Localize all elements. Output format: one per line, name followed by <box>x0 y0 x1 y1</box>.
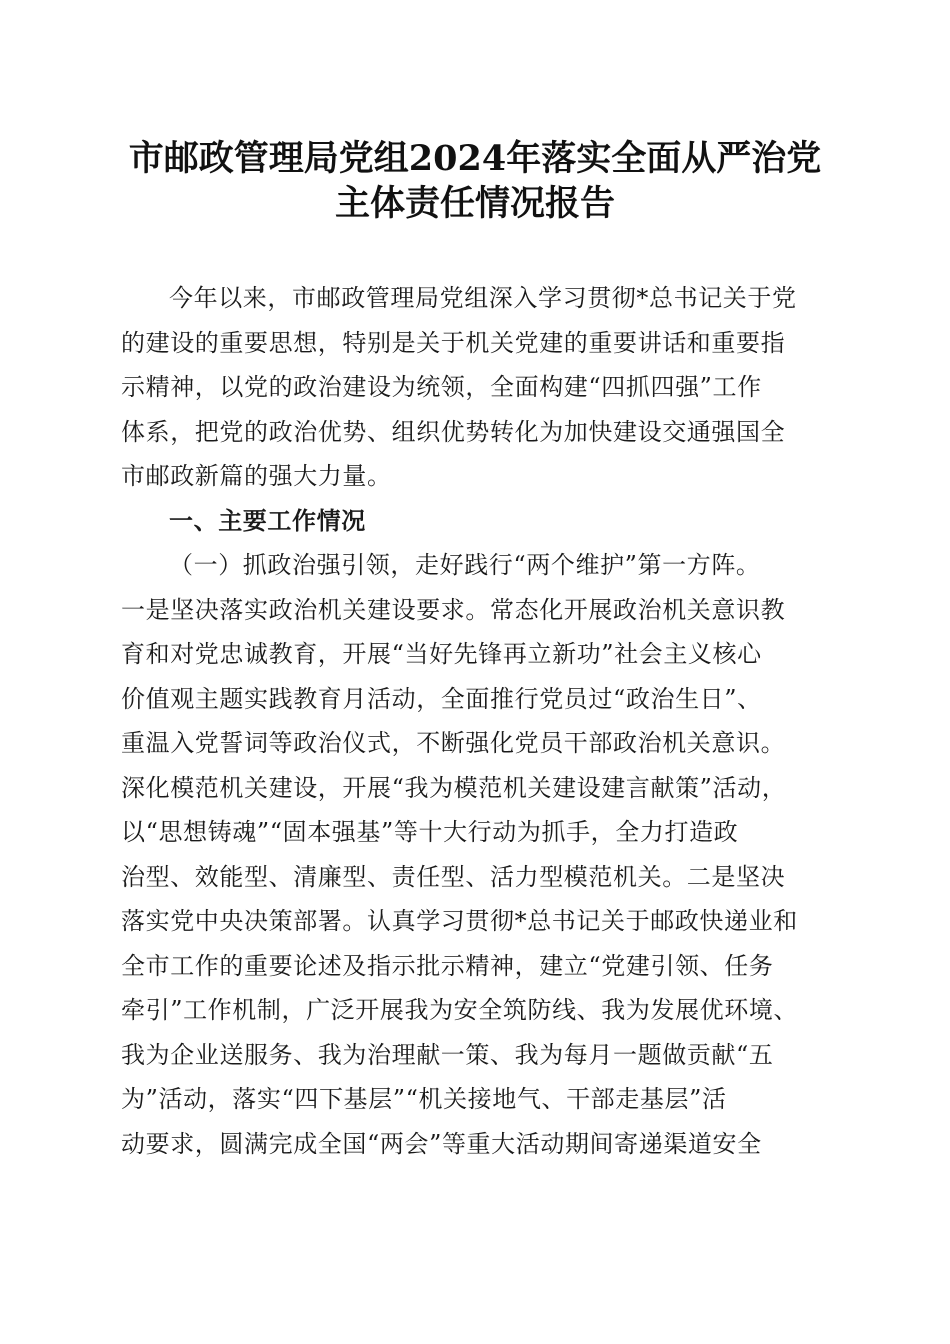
body-line: 深化模范机关建设，开展“我为模范机关建设建言献策”活动， <box>121 773 787 802</box>
document-body <box>121 276 831 1166</box>
intro-paragraph-line: 的建设的重要思想，特别是关于机关党建的重要讲话和重要指 <box>121 328 786 357</box>
body-line: 育和对党忠诚教育，开展“当好先锋再立新功”社会主义核心 <box>121 640 762 668</box>
body-line: 为”活动，落实“四下基层”“机关接地气、干部走基层”活 <box>121 1085 727 1113</box>
title-line-1: 市邮政管理局党组2024年落实全面从严治党 <box>128 138 822 179</box>
body-line: 重温入党誓词等政治仪式，不断强化党员干部政治机关意识。 <box>121 729 786 757</box>
intro-paragraph-line: 今年以来，市邮政管理局党组深入学习贯彻*总书记关于党 <box>169 284 797 312</box>
body-line: 动要求，圆满完成全国“两会”等重大活动期间寄递渠道安全 <box>121 1129 762 1158</box>
title-line-2: 主体责任情况报告 <box>334 183 615 224</box>
body-line: 全市工作的重要论述及指示批示精神，建立“党建引领、任务 <box>121 951 774 980</box>
intro-paragraph-line: 体系，把党的政治优势、组织优势转化为加快建设交通强国全 <box>121 417 786 446</box>
document-title <box>100 136 850 226</box>
body-line: 我为企业送服务、我为治理献一策、我为每月一题做贡献“五 <box>121 1040 774 1069</box>
subsection-heading: （一）抓政治强引领，走好践行“两个维护”第一方阵。 <box>169 551 761 579</box>
intro-paragraph-line: 市邮政新篇的强大力量。 <box>121 462 392 490</box>
body-line: 价值观主题实践教育月活动，全面推行党员过“政治生日”、 <box>121 684 762 713</box>
body-line: 一是坚决落实政治机关建设要求。常态化开展政治机关意识教 <box>121 595 786 624</box>
body-line: 牵引”工作机制，广泛开展我为安全筑防线、我为发展优环境、 <box>121 996 799 1024</box>
intro-paragraph-line: 示精神，以党的政治建设为统领，全面构建“四抓四强”工作 <box>121 373 762 401</box>
section-heading: 一、主要工作情况 <box>169 505 366 535</box>
body-line: 治型、效能型、清廉型、责任型、活力型模范机关。二是坚决 <box>121 862 786 891</box>
body-line: 落实党中央决策部署。认真学习贯彻*总书记关于邮政快递业和 <box>121 907 798 935</box>
body-line: 以“思想铸魂”“固本强基”等十大行动为抓手，全力打造政 <box>121 818 739 846</box>
